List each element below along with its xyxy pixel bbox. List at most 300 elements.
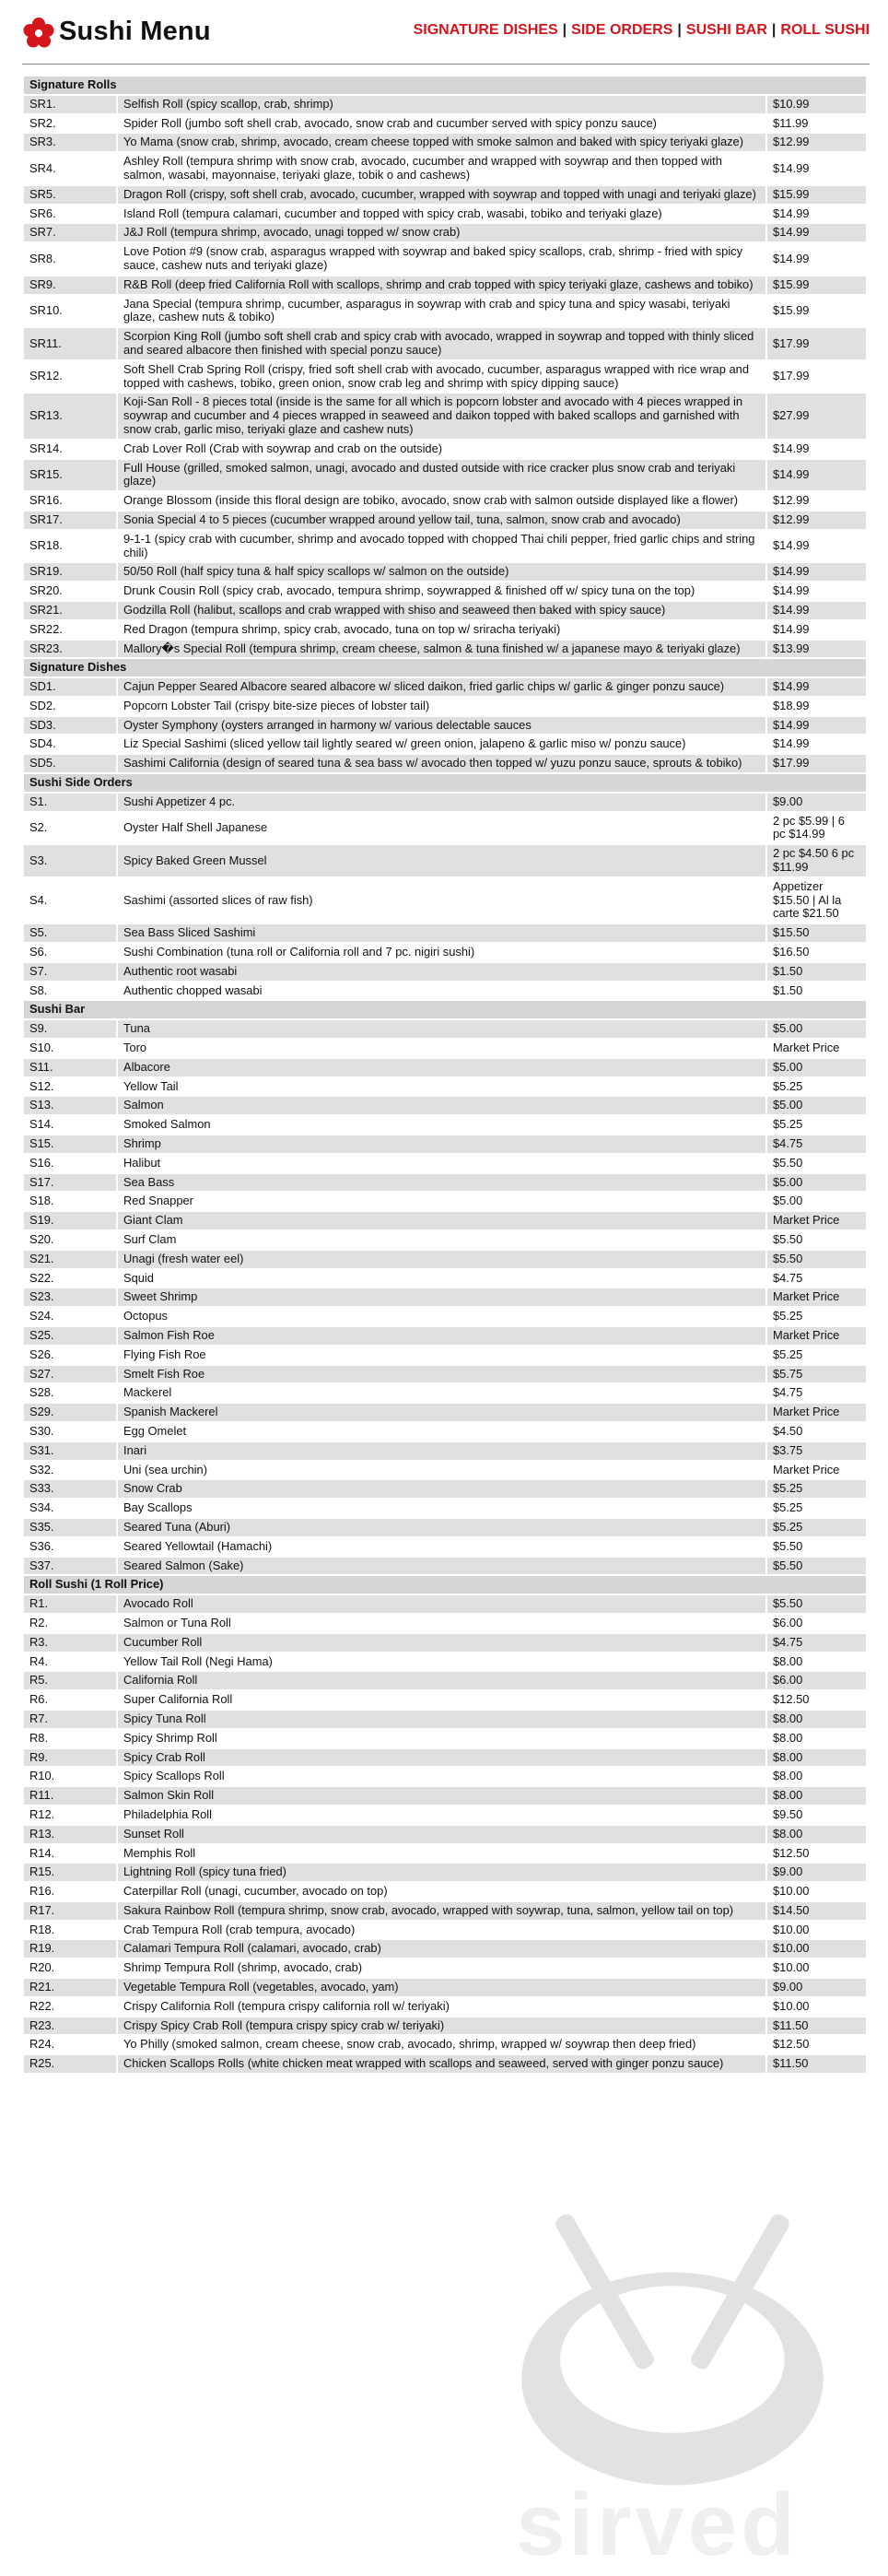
item-price: $10.00 (767, 1959, 866, 1977)
item-price: $4.75 (767, 1634, 866, 1652)
item-price: $10.99 (767, 96, 866, 113)
menu-item-row (24, 1806, 866, 1824)
menu-item-row (24, 621, 866, 639)
menu-item-row (24, 96, 866, 113)
item-description: Calamari Tempura Roll (calamari, avocado, crab) (118, 1940, 765, 1958)
item-code: S14. (24, 1116, 116, 1134)
item-price: $14.99 (767, 621, 866, 639)
item-code: S35. (24, 1519, 116, 1536)
menu-item-row (24, 1902, 866, 1920)
item-code: R19. (24, 1940, 116, 1958)
item-description: Sashimi California (design of seared tuna & sea bass w/ avocado then topped w/ yuzu ponzu sauce, sprouts & tobiko) (118, 755, 765, 772)
menu-item-row (24, 153, 866, 184)
item-description: Vegetable Tempura Roll (vegetables, avocado, yam) (118, 1979, 765, 1996)
nav-roll-sushi[interactable]: ROLL SUSHI (780, 22, 870, 38)
menu-item-row (24, 1404, 866, 1421)
item-description: Memphis Roll (118, 1845, 765, 1863)
item-description: Yellow Tail Roll (Negi Hama) (118, 1653, 765, 1671)
item-description: Seared Salmon (Sake) (118, 1558, 765, 1575)
item-code: SR12. (24, 361, 116, 393)
menu-item-row (24, 1711, 866, 1728)
item-description: Giant Clam (118, 1212, 765, 1229)
menu-item-row (24, 1327, 866, 1345)
item-price: $10.00 (767, 1998, 866, 2016)
item-code: S20. (24, 1231, 116, 1249)
item-price: $5.75 (767, 1366, 866, 1383)
menu-item-row (24, 1979, 866, 1996)
item-description: Seared Yellowtail (Hamachi) (118, 1538, 765, 1556)
item-price: $14.99 (767, 531, 866, 562)
item-code: S36. (24, 1538, 116, 1556)
item-description: 50/50 Roll (half spicy tuna & half spicy scallops w/ salmon on the outside) (118, 563, 765, 581)
item-price: $1.50 (767, 982, 866, 1000)
item-code: S18. (24, 1193, 116, 1210)
nav-separator: | (677, 22, 682, 38)
item-description: Scorpion King Roll (jumbo soft shell crab and spicy crab with avocado, wrapped in soywrap and topped with thinly sliced and seared albacore then finished with special ponzu sauce) (118, 328, 765, 359)
item-price: Market Price (767, 1462, 866, 1479)
menu-item-row (24, 1730, 866, 1747)
item-code: SR2. (24, 115, 116, 133)
item-code: S8. (24, 982, 116, 1000)
item-description: Red Snapper (118, 1193, 765, 1210)
item-price: $5.50 (767, 1231, 866, 1249)
sirved-watermark-icon (479, 2166, 866, 2553)
item-price: $14.99 (767, 460, 866, 491)
item-description: Crispy California Roll (tempura crispy california roll w/ teriyaki) (118, 1998, 765, 2016)
item-description: Spicy Crab Roll (118, 1749, 765, 1767)
item-description: Cajun Pepper Seared Albacore seared albacore w/ sliced daikon, fried garlic chips w/ garlic & ginger ponzu sauce) (118, 678, 765, 696)
item-code: S6. (24, 944, 116, 961)
item-code: SR14. (24, 441, 116, 458)
item-description: Orange Blossom (inside this floral design are tobiko, avocado, snow crab with salmon outside displayed like a flower) (118, 492, 765, 510)
menu-item-row (24, 1653, 866, 1671)
page-header (22, 13, 870, 50)
item-description: Albacore (118, 1059, 765, 1076)
menu-item-row (24, 698, 866, 715)
item-price: $15.50 (767, 924, 866, 942)
menu-item-row (24, 1212, 866, 1229)
item-code: S4. (24, 878, 116, 923)
item-price: Appetizer $15.50 | Al la carte $21.50 (767, 878, 866, 923)
item-description: Halibut (118, 1155, 765, 1172)
item-description: Oyster Symphony (oysters arranged in harmony w/ various delectable sauces (118, 717, 765, 735)
item-description: Sea Bass Sliced Sashimi (118, 924, 765, 942)
section-title: Signature Rolls (24, 76, 866, 94)
item-price: $8.00 (767, 1653, 866, 1671)
menu-item-row (24, 1231, 866, 1249)
item-price: $5.50 (767, 1251, 866, 1268)
item-code: S27. (24, 1366, 116, 1383)
item-price: $14.99 (767, 153, 866, 184)
item-description: Salmon or Tuna Roll (118, 1615, 765, 1632)
menu-item-row (24, 328, 866, 359)
item-description: Mackerel (118, 1384, 765, 1402)
page-title: Sushi Menu (59, 17, 211, 46)
menu-item-row (24, 1538, 866, 1556)
item-code: R21. (24, 1979, 116, 1996)
item-price: $8.00 (767, 1826, 866, 1843)
menu-item-row (24, 982, 866, 1000)
section-title: Signature Dishes (24, 659, 866, 676)
item-description: Crab Lover Roll (Crab with soywrap and crab on the outside) (118, 441, 765, 458)
menu-item-row (24, 1174, 866, 1192)
menu-item-row (24, 1423, 866, 1441)
menu-item-row (24, 602, 866, 619)
item-code: SR15. (24, 460, 116, 491)
item-description: Avocado Roll (118, 1595, 765, 1613)
item-code: S34. (24, 1500, 116, 1517)
item-price: $14.99 (767, 735, 866, 753)
item-price: 2 pc $5.99 | 6 pc $14.99 (767, 813, 866, 844)
item-code: SD3. (24, 717, 116, 735)
section-header (24, 774, 866, 792)
menu-item-row (24, 1442, 866, 1460)
menu-item-row (24, 1691, 866, 1709)
item-price: $5.00 (767, 1020, 866, 1038)
item-code: R2. (24, 1615, 116, 1632)
menu-table (22, 75, 868, 2075)
item-price: $5.00 (767, 1193, 866, 1210)
item-description: Selfish Roll (spicy scallop, crab, shrimp) (118, 96, 765, 113)
item-price: $5.25 (767, 1480, 866, 1498)
item-price: $1.50 (767, 963, 866, 981)
menu-item-row (24, 1940, 866, 1958)
item-price: $6.00 (767, 1672, 866, 1689)
item-description: California Roll (118, 1672, 765, 1689)
item-description: Salmon (118, 1097, 765, 1114)
item-price: $14.99 (767, 206, 866, 223)
item-description: Snow Crab (118, 1480, 765, 1498)
menu-item-row (24, 1040, 866, 1057)
item-code: S13. (24, 1097, 116, 1114)
nav-signature-dishes[interactable]: SIGNATURE DISHES (413, 22, 558, 38)
item-code: R16. (24, 1883, 116, 1900)
item-code: R22. (24, 1998, 116, 2016)
menu-item-row (24, 1480, 866, 1498)
item-description: Flying Fish Roe (118, 1347, 765, 1364)
menu-item-row (24, 243, 866, 275)
menu-item-row (24, 224, 866, 241)
section-title: Sushi Bar (24, 1001, 866, 1018)
item-code: S11. (24, 1059, 116, 1076)
item-price: Market Price (767, 1404, 866, 1421)
menu-item-row (24, 1883, 866, 1900)
item-price: $11.50 (767, 2055, 866, 2073)
item-description: Spicy Tuna Roll (118, 1711, 765, 1728)
item-description: Surf Clam (118, 1231, 765, 1249)
menu-item-row (24, 276, 866, 294)
item-description: Godzilla Roll (halibut, scallops and crab wrapped with shiso and seaweed then baked with spicy sauce) (118, 602, 765, 619)
item-price: $14.99 (767, 563, 866, 581)
item-price: $9.50 (767, 1806, 866, 1824)
item-description: Shrimp (118, 1135, 765, 1153)
item-description: Inari (118, 1442, 765, 1460)
item-description: Authentic chopped wasabi (118, 982, 765, 1000)
item-description: Squid (118, 1270, 765, 1288)
item-description: Smoked Salmon (118, 1116, 765, 1134)
item-code: SR11. (24, 328, 116, 359)
item-price: $12.99 (767, 492, 866, 510)
item-code: SD1. (24, 678, 116, 696)
item-price: $4.50 (767, 1423, 866, 1441)
item-description: Drunk Cousin Roll (spicy crab, avocado, tempura shrimp, soywrapped & finished off w/ spicy tuna on the top) (118, 582, 765, 600)
item-price: $5.25 (767, 1308, 866, 1325)
item-price: $14.99 (767, 441, 866, 458)
item-code: SR6. (24, 206, 116, 223)
item-price: $5.50 (767, 1538, 866, 1556)
item-description: Super California Roll (118, 1691, 765, 1709)
item-price: $10.00 (767, 1940, 866, 1958)
menu-item-row (24, 1308, 866, 1325)
sirved-watermark-text: sirved (516, 2476, 799, 2574)
nav-separator: | (771, 22, 777, 38)
menu-item-row (24, 1078, 866, 1096)
item-description: Sonia Special 4 to 5 pieces (cucumber wrapped around yellow tail, tuna, salmon, snow crab and avocado) (118, 512, 765, 529)
menu-item-row (24, 794, 866, 811)
item-code: S15. (24, 1135, 116, 1153)
item-price: Market Price (767, 1040, 866, 1057)
item-code: SR1. (24, 96, 116, 113)
item-description: Sunset Roll (118, 1826, 765, 1843)
item-price: Market Price (767, 1212, 866, 1229)
menu-item-row (24, 1959, 866, 1977)
section-title: Sushi Side Orders (24, 774, 866, 792)
menu-item-row (24, 678, 866, 696)
item-price: $4.75 (767, 1135, 866, 1153)
item-price: $6.00 (767, 1615, 866, 1632)
item-price: $5.00 (767, 1097, 866, 1114)
menu-item-row (24, 1787, 866, 1805)
menu-item-row (24, 1347, 866, 1364)
menu-item-row (24, 1826, 866, 1843)
item-code: S28. (24, 1384, 116, 1402)
item-description: Authentic root wasabi (118, 963, 765, 981)
menu-item-row (24, 492, 866, 510)
item-code: SR19. (24, 563, 116, 581)
item-price: $14.99 (767, 602, 866, 619)
menu-item-row (24, 1749, 866, 1767)
item-code: S24. (24, 1308, 116, 1325)
item-code: S31. (24, 1442, 116, 1460)
item-code: S33. (24, 1480, 116, 1498)
item-price: $9.00 (767, 794, 866, 811)
item-description: Chicken Scallops Rolls (white chicken meat wrapped with scallops and seaweed, served with ginger ponzu sauce) (118, 2055, 765, 2073)
item-code: R1. (24, 1595, 116, 1613)
item-code: SR13. (24, 394, 116, 438)
item-code: S26. (24, 1347, 116, 1364)
menu-item-row (24, 2036, 866, 2053)
menu-item-row (24, 1595, 866, 1613)
nav-separator: | (562, 22, 567, 38)
item-code: SR4. (24, 153, 116, 184)
item-code: SR18. (24, 531, 116, 562)
nav-sushi-bar[interactable]: SUSHI BAR (685, 22, 767, 38)
item-code: S2. (24, 813, 116, 844)
item-price: $12.50 (767, 2036, 866, 2053)
section-header (24, 1576, 866, 1594)
item-description: Spider Roll (jumbo soft shell crab, avocado, snow crab and cucumber served with spicy ponzu sauce) (118, 115, 765, 133)
menu-item-row (24, 1270, 866, 1288)
item-code: R18. (24, 1922, 116, 1939)
item-price: $4.75 (767, 1384, 866, 1402)
menu-item-row (24, 1500, 866, 1517)
item-code: R12. (24, 1806, 116, 1824)
item-code: R5. (24, 1672, 116, 1689)
item-price: $13.99 (767, 641, 866, 658)
item-price: $5.25 (767, 1347, 866, 1364)
item-code: S32. (24, 1462, 116, 1479)
item-price: $5.50 (767, 1558, 866, 1575)
item-price: $14.99 (767, 678, 866, 696)
item-code: S23. (24, 1288, 116, 1306)
item-code: R13. (24, 1826, 116, 1843)
item-price: Market Price (767, 1288, 866, 1306)
menu-item-row (24, 1768, 866, 1785)
item-price: $9.00 (767, 1979, 866, 1996)
menu-item-row (24, 134, 866, 151)
item-code: R25. (24, 2055, 116, 2073)
item-code: S37. (24, 1558, 116, 1575)
item-code: S16. (24, 1155, 116, 1172)
menu-item-row (24, 1059, 866, 1076)
item-price: $15.99 (767, 296, 866, 327)
menu-item-row (24, 1135, 866, 1153)
item-code: SR3. (24, 134, 116, 151)
item-price: $5.00 (767, 1174, 866, 1192)
flower-logo-icon (22, 17, 55, 50)
item-description: Salmon Fish Roe (118, 1327, 765, 1345)
item-description: Mallory�s Special Roll (tempura shrimp, cream cheese, salmon & tuna finished w/ a japanese mayo & teriyaki glaze) (118, 641, 765, 658)
item-price: 2 pc $4.50 6 pc $11.99 (767, 845, 866, 876)
item-code: R20. (24, 1959, 116, 1977)
item-price: $5.00 (767, 1059, 866, 1076)
item-price: $17.99 (767, 361, 866, 393)
item-price: $5.25 (767, 1500, 866, 1517)
menu-item-row (24, 1251, 866, 1268)
item-price: $14.99 (767, 224, 866, 241)
menu-item-row (24, 1193, 866, 1210)
item-code: SR20. (24, 582, 116, 600)
item-price: $8.00 (767, 1768, 866, 1785)
item-description: Jana Special (tempura shrimp, cucumber, asparagus in soywrap with crab and spicy tuna and spicy wasabi, teriyaki glaze, cashew nuts & tobiko) (118, 296, 765, 327)
menu-item-row (24, 1519, 866, 1536)
item-description: Uni (sea urchin) (118, 1462, 765, 1479)
item-description: Spanish Mackerel (118, 1404, 765, 1421)
item-code: R17. (24, 1902, 116, 1920)
menu-item-row (24, 441, 866, 458)
item-description: Caterpillar Roll (unagi, cucumber, avocado on top) (118, 1883, 765, 1900)
item-description: Crab Tempura Roll (crab tempura, avocado) (118, 1922, 765, 1939)
header-divider (22, 64, 870, 65)
item-description: Toro (118, 1040, 765, 1057)
item-description: Sakura Rainbow Roll (tempura shrimp, snow crab, avocado, wrapped with soywrap, tuna, salmon, yellow tail on top) (118, 1902, 765, 1920)
menu-item-row (24, 1615, 866, 1632)
item-code: S9. (24, 1020, 116, 1038)
item-code: R7. (24, 1711, 116, 1728)
item-code: R4. (24, 1653, 116, 1671)
menu-item-row (24, 460, 866, 491)
menu-item-row (24, 1288, 866, 1306)
item-description: Love Potion #9 (snow crab, asparagus wrapped with soywrap and baked spicy scallops, crab, shrimp - fried with spicy sauce, cashew nuts and teriyaki glaze) (118, 243, 765, 275)
item-price: $17.99 (767, 328, 866, 359)
item-code: SR10. (24, 296, 116, 327)
item-price: $14.99 (767, 717, 866, 735)
menu-item-row (24, 1462, 866, 1479)
item-code: S22. (24, 1270, 116, 1288)
item-price: $3.75 (767, 1442, 866, 1460)
item-price: $4.75 (767, 1270, 866, 1288)
item-price: $5.50 (767, 1155, 866, 1172)
menu-item-row (24, 1366, 866, 1383)
item-description: Soft Shell Crab Spring Roll (crispy, fried soft shell crab with avocado, cucumber, asparagus wrapped with rice wrap and topped with cashews, tobiko, green onion, snow crab leg and shrimp with spicy dipping sauce) (118, 361, 765, 393)
item-price: $8.00 (767, 1787, 866, 1805)
section-header (24, 1001, 866, 1018)
item-code: SR5. (24, 186, 116, 204)
item-code: R15. (24, 1864, 116, 1881)
menu-item-row (24, 1634, 866, 1652)
menu-item-row (24, 1384, 866, 1402)
item-description: Liz Special Sashimi (sliced yellow tail lightly seared w/ green onion, jalapeno & garlic miso w/ ponzu sauce) (118, 735, 765, 753)
item-code: SD2. (24, 698, 116, 715)
item-price: $14.99 (767, 243, 866, 275)
item-price: $11.50 (767, 2017, 866, 2035)
item-description: Lightning Roll (spicy tuna fried) (118, 1864, 765, 1881)
item-description: Ashley Roll (tempura shrimp with snow crab, avocado, cucumber and wrapped with soywrap and then topped with salmon, wasabi, mayonnaise, teriyaki glaze, tobik o and cashews) (118, 153, 765, 184)
menu-item-row (24, 1998, 866, 2016)
menu-item-row (24, 1020, 866, 1038)
item-code: S19. (24, 1212, 116, 1229)
item-description: Yo Mama (snow crab, shrimp, avocado, cream cheese topped with smoke salmon and baked with spicy teriyaki glaze) (118, 134, 765, 151)
item-code: S29. (24, 1404, 116, 1421)
item-code: S10. (24, 1040, 116, 1057)
item-code: SD4. (24, 735, 116, 753)
item-description: Yellow Tail (118, 1078, 765, 1096)
item-code: R14. (24, 1845, 116, 1863)
item-code: SR7. (24, 224, 116, 241)
menu-item-row (24, 186, 866, 204)
item-description: Sashimi (assorted slices of raw fish) (118, 878, 765, 923)
item-description: Philadelphia Roll (118, 1806, 765, 1824)
menu-item-row (24, 206, 866, 223)
item-description: Tuna (118, 1020, 765, 1038)
menu-item-row (24, 296, 866, 327)
item-description: Cucumber Roll (118, 1634, 765, 1652)
nav-side-orders[interactable]: SIDE ORDERS (571, 22, 673, 38)
item-description: Egg Omelet (118, 1423, 765, 1441)
item-price: $11.99 (767, 115, 866, 133)
item-price: $12.50 (767, 1691, 866, 1709)
menu-item-row (24, 1845, 866, 1863)
item-code: S17. (24, 1174, 116, 1192)
item-price: $14.99 (767, 582, 866, 600)
item-price: $5.50 (767, 1595, 866, 1613)
item-code: SR23. (24, 641, 116, 658)
item-description: Red Dragon (tempura shrimp, spicy crab, avocado, tuna on top w/ sriracha teriyaki) (118, 621, 765, 639)
item-code: S1. (24, 794, 116, 811)
item-description: Spicy Shrimp Roll (118, 1730, 765, 1747)
item-description: Spicy Scallops Roll (118, 1768, 765, 1785)
item-description: Bay Scallops (118, 1500, 765, 1517)
item-code: R8. (24, 1730, 116, 1747)
menu-item-row (24, 1097, 866, 1114)
item-code: R24. (24, 2036, 116, 2053)
item-description: Spicy Baked Green Mussel (118, 845, 765, 876)
item-price: $12.50 (767, 1845, 866, 1863)
item-price: Market Price (767, 1327, 866, 1345)
item-description: Seared Tuna (Aburi) (118, 1519, 765, 1536)
item-price: $14.50 (767, 1902, 866, 1920)
section-header (24, 76, 866, 94)
